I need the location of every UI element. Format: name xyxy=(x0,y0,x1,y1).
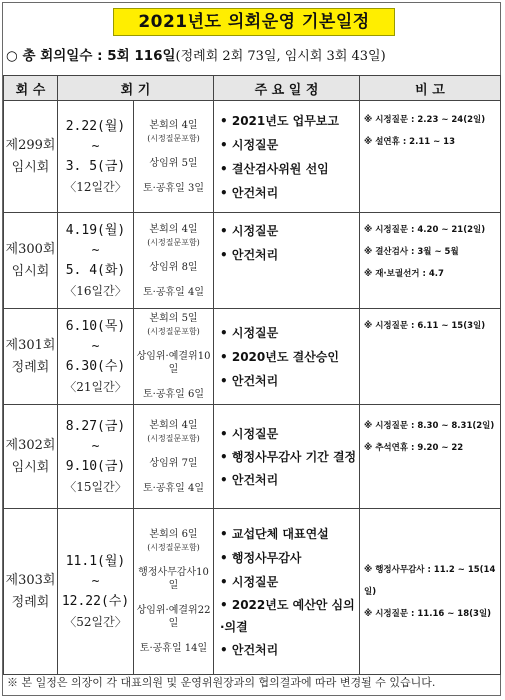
period-duration: 〈52일간〉 xyxy=(64,614,127,629)
days-cell xyxy=(134,101,214,213)
audit-days: 행정사무감사10일 xyxy=(138,567,209,591)
period-start: 2.22(월) xyxy=(65,118,126,134)
round-cell xyxy=(4,405,58,509)
notes-cell xyxy=(360,309,501,405)
period-tilde: ~ xyxy=(91,338,100,354)
schedule-table xyxy=(3,75,501,675)
committee-days: 상임위 5일 xyxy=(149,157,198,169)
schedule-item: • 시정질문 xyxy=(220,224,279,238)
note-item: ※ 행정사무감사 : 11.2 ~ 15(14일) xyxy=(364,564,496,597)
holiday-days: 토·공휴일 3일 xyxy=(142,182,205,194)
period-tilde: ~ xyxy=(91,573,100,589)
schedule-item: • 안건처리 xyxy=(220,185,279,200)
schedule-item: • 행정사무감사 xyxy=(220,550,302,565)
period-end: 5. 4(화) xyxy=(65,262,126,278)
schedule-item: • 2021년도 업무보고 xyxy=(220,113,339,128)
period-tilde: ~ xyxy=(91,438,100,454)
note-item: ※ 재·보궐선거 : 4.7 xyxy=(364,269,444,279)
plenary-days: 본회의 4일 xyxy=(149,419,198,431)
holiday-days: 토·공휴일 14일 xyxy=(139,643,208,654)
plenary-note: (시정질문포함) xyxy=(147,237,200,247)
plenary-note: (시정질문포함) xyxy=(147,133,200,143)
round-number: 제301회 xyxy=(5,337,56,353)
schedule-item: • 2022년도 예산안 심의·의결 xyxy=(220,597,355,634)
note-item: ※ 추석연휴 : 9.20 ~ 22 xyxy=(364,443,464,453)
notes-cell xyxy=(360,213,501,309)
committee-days: 상임위·예결위22일 xyxy=(136,605,211,629)
round-type: 임시회 xyxy=(11,459,50,475)
schedule-item: • 행정사무감사 기간 결정 xyxy=(220,449,357,464)
period-cell xyxy=(58,405,134,509)
page-title: 2021년도 의회운영 기본일정 xyxy=(113,8,395,36)
days-cell xyxy=(134,405,214,509)
header-period: 회 기 xyxy=(58,76,214,101)
table-header-row xyxy=(4,76,501,101)
days-cell xyxy=(134,213,214,309)
period-end: 3. 5(금) xyxy=(65,158,126,174)
schedule-item: • 시정질문 xyxy=(220,137,279,152)
schedule-cell xyxy=(214,309,360,405)
header-round: 회 수 xyxy=(4,76,58,101)
round-number: 제299회 xyxy=(5,137,56,153)
notes-cell xyxy=(360,509,501,675)
round-cell xyxy=(4,213,58,309)
period-cell xyxy=(58,213,134,309)
round-number: 제300회 xyxy=(5,241,56,257)
note-item: ※ 시정질문 : 8.30 ~ 8.31(2일) xyxy=(364,421,495,431)
period-cell xyxy=(58,101,134,213)
schedule-item: • 2020년도 결산승인 xyxy=(220,349,339,364)
days-cell xyxy=(134,309,214,405)
round-cell xyxy=(4,309,58,405)
schedule-item: • 안건처리 xyxy=(220,248,279,262)
holiday-days: 토·공휴일 4일 xyxy=(142,286,205,298)
plenary-days: 본회의 5일 xyxy=(149,313,198,324)
round-type: 정례회 xyxy=(11,359,50,375)
note-item: ※ 시정질문 : 2.23 ~ 24(2일) xyxy=(364,115,486,125)
summary-line xyxy=(6,46,498,66)
schedule-cell xyxy=(214,405,360,509)
plenary-days: 본회의 6일 xyxy=(149,529,198,540)
period-duration: 〈21일간〉 xyxy=(64,379,127,394)
round-cell xyxy=(4,509,58,675)
note-item: ※ 설연휴 : 2.11 ~ 13 xyxy=(364,137,456,147)
notes-cell xyxy=(360,405,501,509)
schedule-item: • 안건처리 xyxy=(220,642,279,657)
schedule-cell xyxy=(214,509,360,675)
round-type: 임시회 xyxy=(11,159,50,175)
period-start: 6.10(목) xyxy=(65,318,126,334)
round-cell xyxy=(4,101,58,213)
note-item: ※ 시정질문 : 4.20 ~ 21(2일) xyxy=(364,225,486,235)
days-cell xyxy=(134,509,214,675)
plenary-days: 본회의 4일 xyxy=(149,119,198,131)
round-type: 정례회 xyxy=(11,594,50,610)
schedule-item: • 안건처리 xyxy=(220,373,279,388)
period-tilde: ~ xyxy=(91,138,100,154)
schedule-item: • 결산검사위원 선임 xyxy=(220,161,329,176)
notes-cell xyxy=(360,101,501,213)
note-item: ※ 시정질문 : 11.16 ~ 18(3일) xyxy=(364,608,492,619)
schedule-cell xyxy=(214,101,360,213)
note-item: ※ 시정질문 : 6.11 ~ 15(3일) xyxy=(364,321,486,331)
holiday-days: 토·공휴일 6일 xyxy=(142,389,205,400)
header-notes: 비 고 xyxy=(360,76,501,101)
period-start: 11.1(월) xyxy=(65,553,126,569)
period-duration: 〈15일간〉 xyxy=(64,479,127,494)
period-start: 4.19(월) xyxy=(65,222,126,238)
committee-days: 상임위 7일 xyxy=(149,457,198,469)
summary-bullet: ○ xyxy=(6,48,18,64)
plenary-note: (시정질문포함) xyxy=(147,543,200,552)
period-start: 8.27(금) xyxy=(65,418,126,434)
period-cell xyxy=(58,309,134,405)
round-number: 제303회 xyxy=(5,572,56,588)
plenary-note: (시정질문포함) xyxy=(147,433,200,443)
note-item: ※ 결산검사 : 3월 ~ 5월 xyxy=(364,247,459,257)
table-row xyxy=(4,213,501,309)
schedule-item: • 교섭단체 대표연설 xyxy=(220,526,329,541)
table-row xyxy=(4,509,501,675)
table-row xyxy=(4,405,501,509)
table-row xyxy=(4,309,501,405)
round-type: 임시회 xyxy=(11,263,50,279)
schedule-item: • 안건처리 xyxy=(220,472,279,487)
summary-label: 총 회의일수 : 5회 116일 xyxy=(22,48,176,64)
plenary-days: 본회의 4일 xyxy=(149,223,198,235)
committee-days: 상임위 8일 xyxy=(149,261,198,273)
holiday-days: 토·공휴일 4일 xyxy=(142,482,205,494)
round-number: 제302회 xyxy=(5,437,56,453)
table-row xyxy=(4,101,501,213)
header-schedule: 주 요 일 정 xyxy=(214,76,360,101)
period-tilde: ~ xyxy=(91,242,100,258)
schedule-cell xyxy=(214,213,360,309)
schedule-item: • 시정질문 xyxy=(220,426,279,441)
period-duration: 〈12일간〉 xyxy=(64,179,127,194)
period-end: 12.22(수) xyxy=(61,593,130,609)
schedule-item: • 시정질문 xyxy=(220,325,279,340)
plenary-note: (시정질문포함) xyxy=(147,327,200,336)
period-duration: 〈16일간〉 xyxy=(64,283,127,298)
committee-days: 상임위·예결위10일 xyxy=(136,351,211,375)
schedule-item: • 시정질문 xyxy=(220,574,279,589)
period-cell xyxy=(58,509,134,675)
summary-detail: (정례회 2회 73일, 임시회 3회 43일) xyxy=(175,49,386,64)
footnote: ※ 본 일정은 의장이 각 대표의원 및 운영위원장과의 협의결과에 따라 변경될 수 있습니다. xyxy=(7,676,436,689)
period-end: 9.10(금) xyxy=(65,458,126,474)
period-end: 6.30(수) xyxy=(65,358,126,374)
